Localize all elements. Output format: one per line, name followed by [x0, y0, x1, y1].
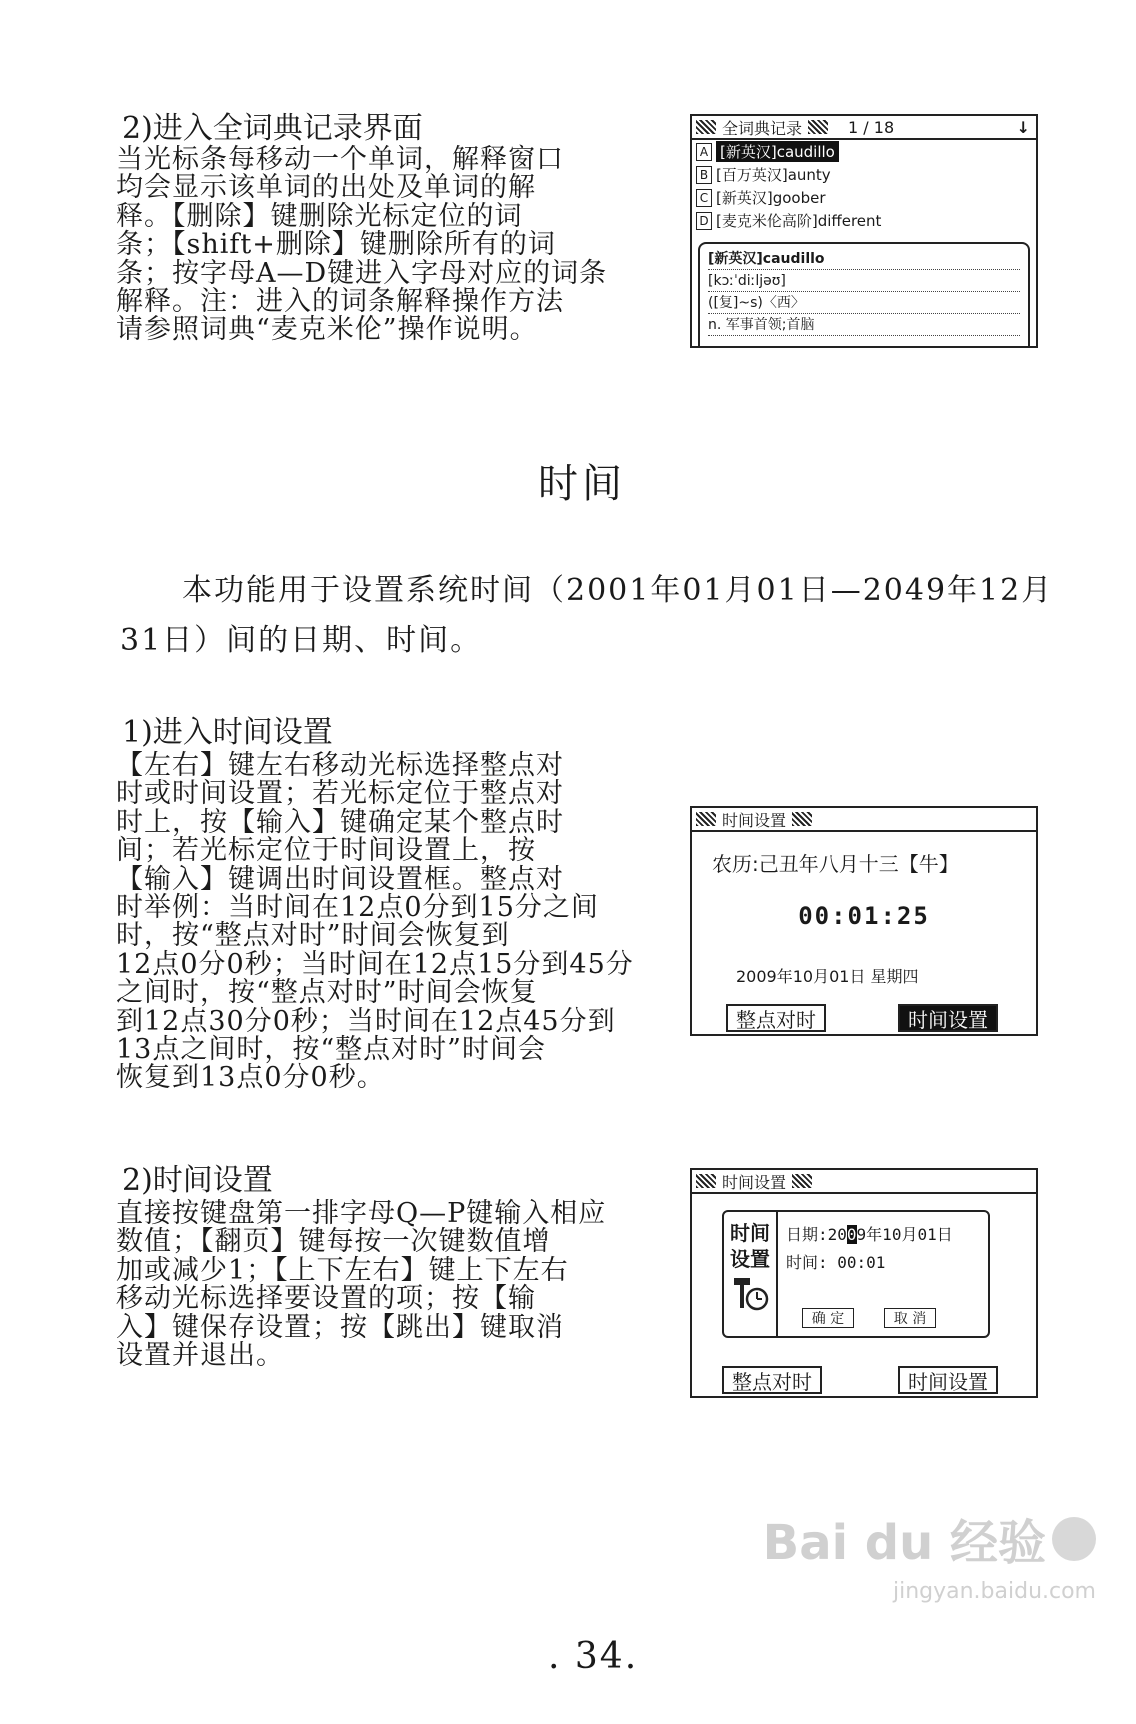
watermark-logo [763, 1504, 1096, 1573]
paragraph-line: 移动光标选择要设置的项；按【输 [116, 1283, 536, 1315]
date-field[interactable] [786, 1222, 953, 1245]
paragraph-line: 时举例：当时间在12点0分到15分之间 [116, 892, 599, 924]
page-indicator: 1 / 18 [848, 117, 895, 137]
hammer-clock-icon [730, 1276, 770, 1312]
row-letter-key: C [696, 189, 712, 207]
cancel-button[interactable]: 取 消 [884, 1308, 936, 1328]
paragraph-line: 时上，按【输入】键确定某个整点时 [116, 806, 564, 838]
intro-paragraph [120, 566, 1053, 666]
paragraph-line: 【输入】键调出时间设置框。整点对 [116, 863, 564, 895]
screen-title: 全词典记录 [722, 118, 803, 138]
dictionary-detail-panel [698, 242, 1030, 346]
hatch-icon [696, 812, 716, 826]
baidu-watermark [763, 1504, 1096, 1604]
hatch-icon [696, 120, 716, 134]
screen-title-bar [692, 808, 1036, 832]
paragraph-line: 数值；【翻页】键每按一次键数值增 [116, 1226, 551, 1258]
date-field-suffix: 9年10月01日 [856, 1225, 953, 1244]
screen-title: 时间设置 [722, 810, 787, 830]
detail-line: [新英汉]caudillo [708, 248, 1020, 270]
screen-title: 时间设置 [722, 1172, 787, 1192]
confirm-button[interactable]: 确 定 [802, 1308, 854, 1328]
time-setting-button[interactable]: 时间设置 [898, 1366, 998, 1394]
hatch-icon [696, 1174, 716, 1188]
watermark-brand: Bai du 经验 [762, 1515, 1046, 1571]
paragraph-line: 【左右】键左右移动光标选择整点对 [116, 750, 564, 781]
paragraph-line: 时或时间设置；若光标定位于整点对 [116, 778, 564, 810]
date-field-prefix: 日期:20 [786, 1225, 847, 1244]
paragraph-line: 均会显示该单词的出处及单词的解 [116, 172, 536, 204]
paragraph-line: 解释。注：进入的词条解释操作方法 [116, 286, 564, 318]
paragraph-line: 释。【删除】键删除光标定位的词 [116, 200, 523, 232]
row-letter-key: D [696, 212, 712, 230]
paragraph-line: 条；【shift+删除】键删除所有的词 [116, 229, 556, 261]
row-entry-text: [新英汉]caudillo [716, 141, 839, 162]
section-heading-time-setting: 2)时间设置 [122, 1163, 273, 1198]
hatch-icon [808, 120, 828, 134]
paragraph-line: 入】键保存设置；按【跳出】键取消 [116, 1311, 564, 1343]
dictionary-record-row[interactable] [692, 140, 1036, 163]
clock-display: 00:01:25 [798, 902, 930, 930]
section-heading-dictionary: 2)进入全词典记录界面 [122, 111, 423, 146]
section-heading-enter-time: 1)进入时间设置 [122, 715, 333, 750]
paragraph-line: 设置并退出。 [116, 1340, 284, 1372]
paragraph-line: 13点之间时，按“整点对时”时间会 [116, 1034, 546, 1066]
dialog-side-text: 时间 [730, 1221, 770, 1245]
time-screen-main [690, 806, 1038, 1036]
watermark-url: jingyan.baidu.com [892, 1579, 1096, 1604]
paragraph-line: 之间时，按“整点对时”时间会恢复 [116, 977, 538, 1009]
enter-time-paragraph [116, 752, 634, 1093]
hatch-icon [792, 812, 812, 826]
row-letter-key: B [696, 166, 712, 184]
gregorian-date: 2009年10月01日 星期四 [736, 967, 919, 986]
time-setting-screen [690, 1168, 1038, 1398]
time-setting-paragraph [116, 1200, 606, 1370]
dictionary-record-screen [690, 114, 1038, 348]
dialog-side-label [724, 1212, 778, 1336]
lunar-date: 农历:己丑年八月十三【牛】 [712, 852, 959, 876]
paragraph-line: 直接按键盘第一排字母Q—P键输入相应 [116, 1198, 607, 1229]
hour-sync-button[interactable]: 整点对时 [726, 1004, 826, 1032]
intro-line: 本功能用于设置系统时间（2001年01月01日—2049年12月 [182, 573, 1054, 608]
page-title: 时间 [538, 461, 626, 507]
dictionary-record-row[interactable] [692, 209, 1036, 232]
dialog-side-text: 设置 [730, 1247, 770, 1271]
detail-line: n. 军事首领;首脑 [708, 314, 1020, 336]
paw-icon [1052, 1517, 1096, 1561]
detail-line: [kɔːˈdiːljəʊ] [708, 270, 1020, 292]
scroll-down-icon[interactable]: ↓ [1016, 117, 1030, 137]
intro-line: 31日）间的日期、时间。 [120, 623, 483, 658]
paragraph-line: 12点0分0秒；当时间在12点15分到45分 [116, 948, 634, 980]
page-number: . 34. [548, 1636, 639, 1677]
row-letter-key: A [696, 143, 712, 161]
paragraph-line: 请参照词典“麦克米伦”操作说明。 [116, 314, 538, 346]
row-entry-text: [麦克米伦高阶]different [716, 212, 882, 230]
paragraph-line: 时，按“整点对时”时间会恢复到 [116, 920, 510, 952]
hour-sync-button[interactable]: 整点对时 [722, 1366, 822, 1394]
paragraph-line: 加或减少1；【上下左右】键上下左右 [116, 1254, 569, 1286]
paragraph-line: 间；若光标定位于时间设置上，按 [116, 835, 536, 867]
paragraph-line: 到12点30分0秒；当时间在12点45分到 [116, 1005, 616, 1037]
hatch-icon [792, 1174, 812, 1188]
screen-title-bar [692, 116, 1036, 140]
paragraph-line: 当光标条每移动一个单词，解释窗口 [116, 144, 564, 175]
paragraph-line: 条；按字母A—D键进入字母对应的词条 [116, 257, 608, 289]
paragraph-line: 恢复到13点0分0秒。 [116, 1062, 385, 1094]
dictionary-paragraph [116, 146, 607, 345]
dictionary-record-row[interactable] [692, 163, 1036, 186]
screen-title-bar [692, 1170, 1036, 1194]
detail-line: ([复]~s)〈西〉 [708, 292, 1020, 314]
time-field[interactable]: 时间: 00:01 [786, 1253, 886, 1272]
dictionary-record-row[interactable] [692, 186, 1036, 209]
row-entry-text: [百万英汉]aunty [716, 166, 831, 184]
time-setting-button[interactable]: 时间设置 [898, 1004, 998, 1032]
row-entry-text: [新英汉]goober [716, 189, 826, 207]
time-setting-dialog [722, 1210, 990, 1338]
date-field-cursor: 0 [846, 1225, 857, 1244]
